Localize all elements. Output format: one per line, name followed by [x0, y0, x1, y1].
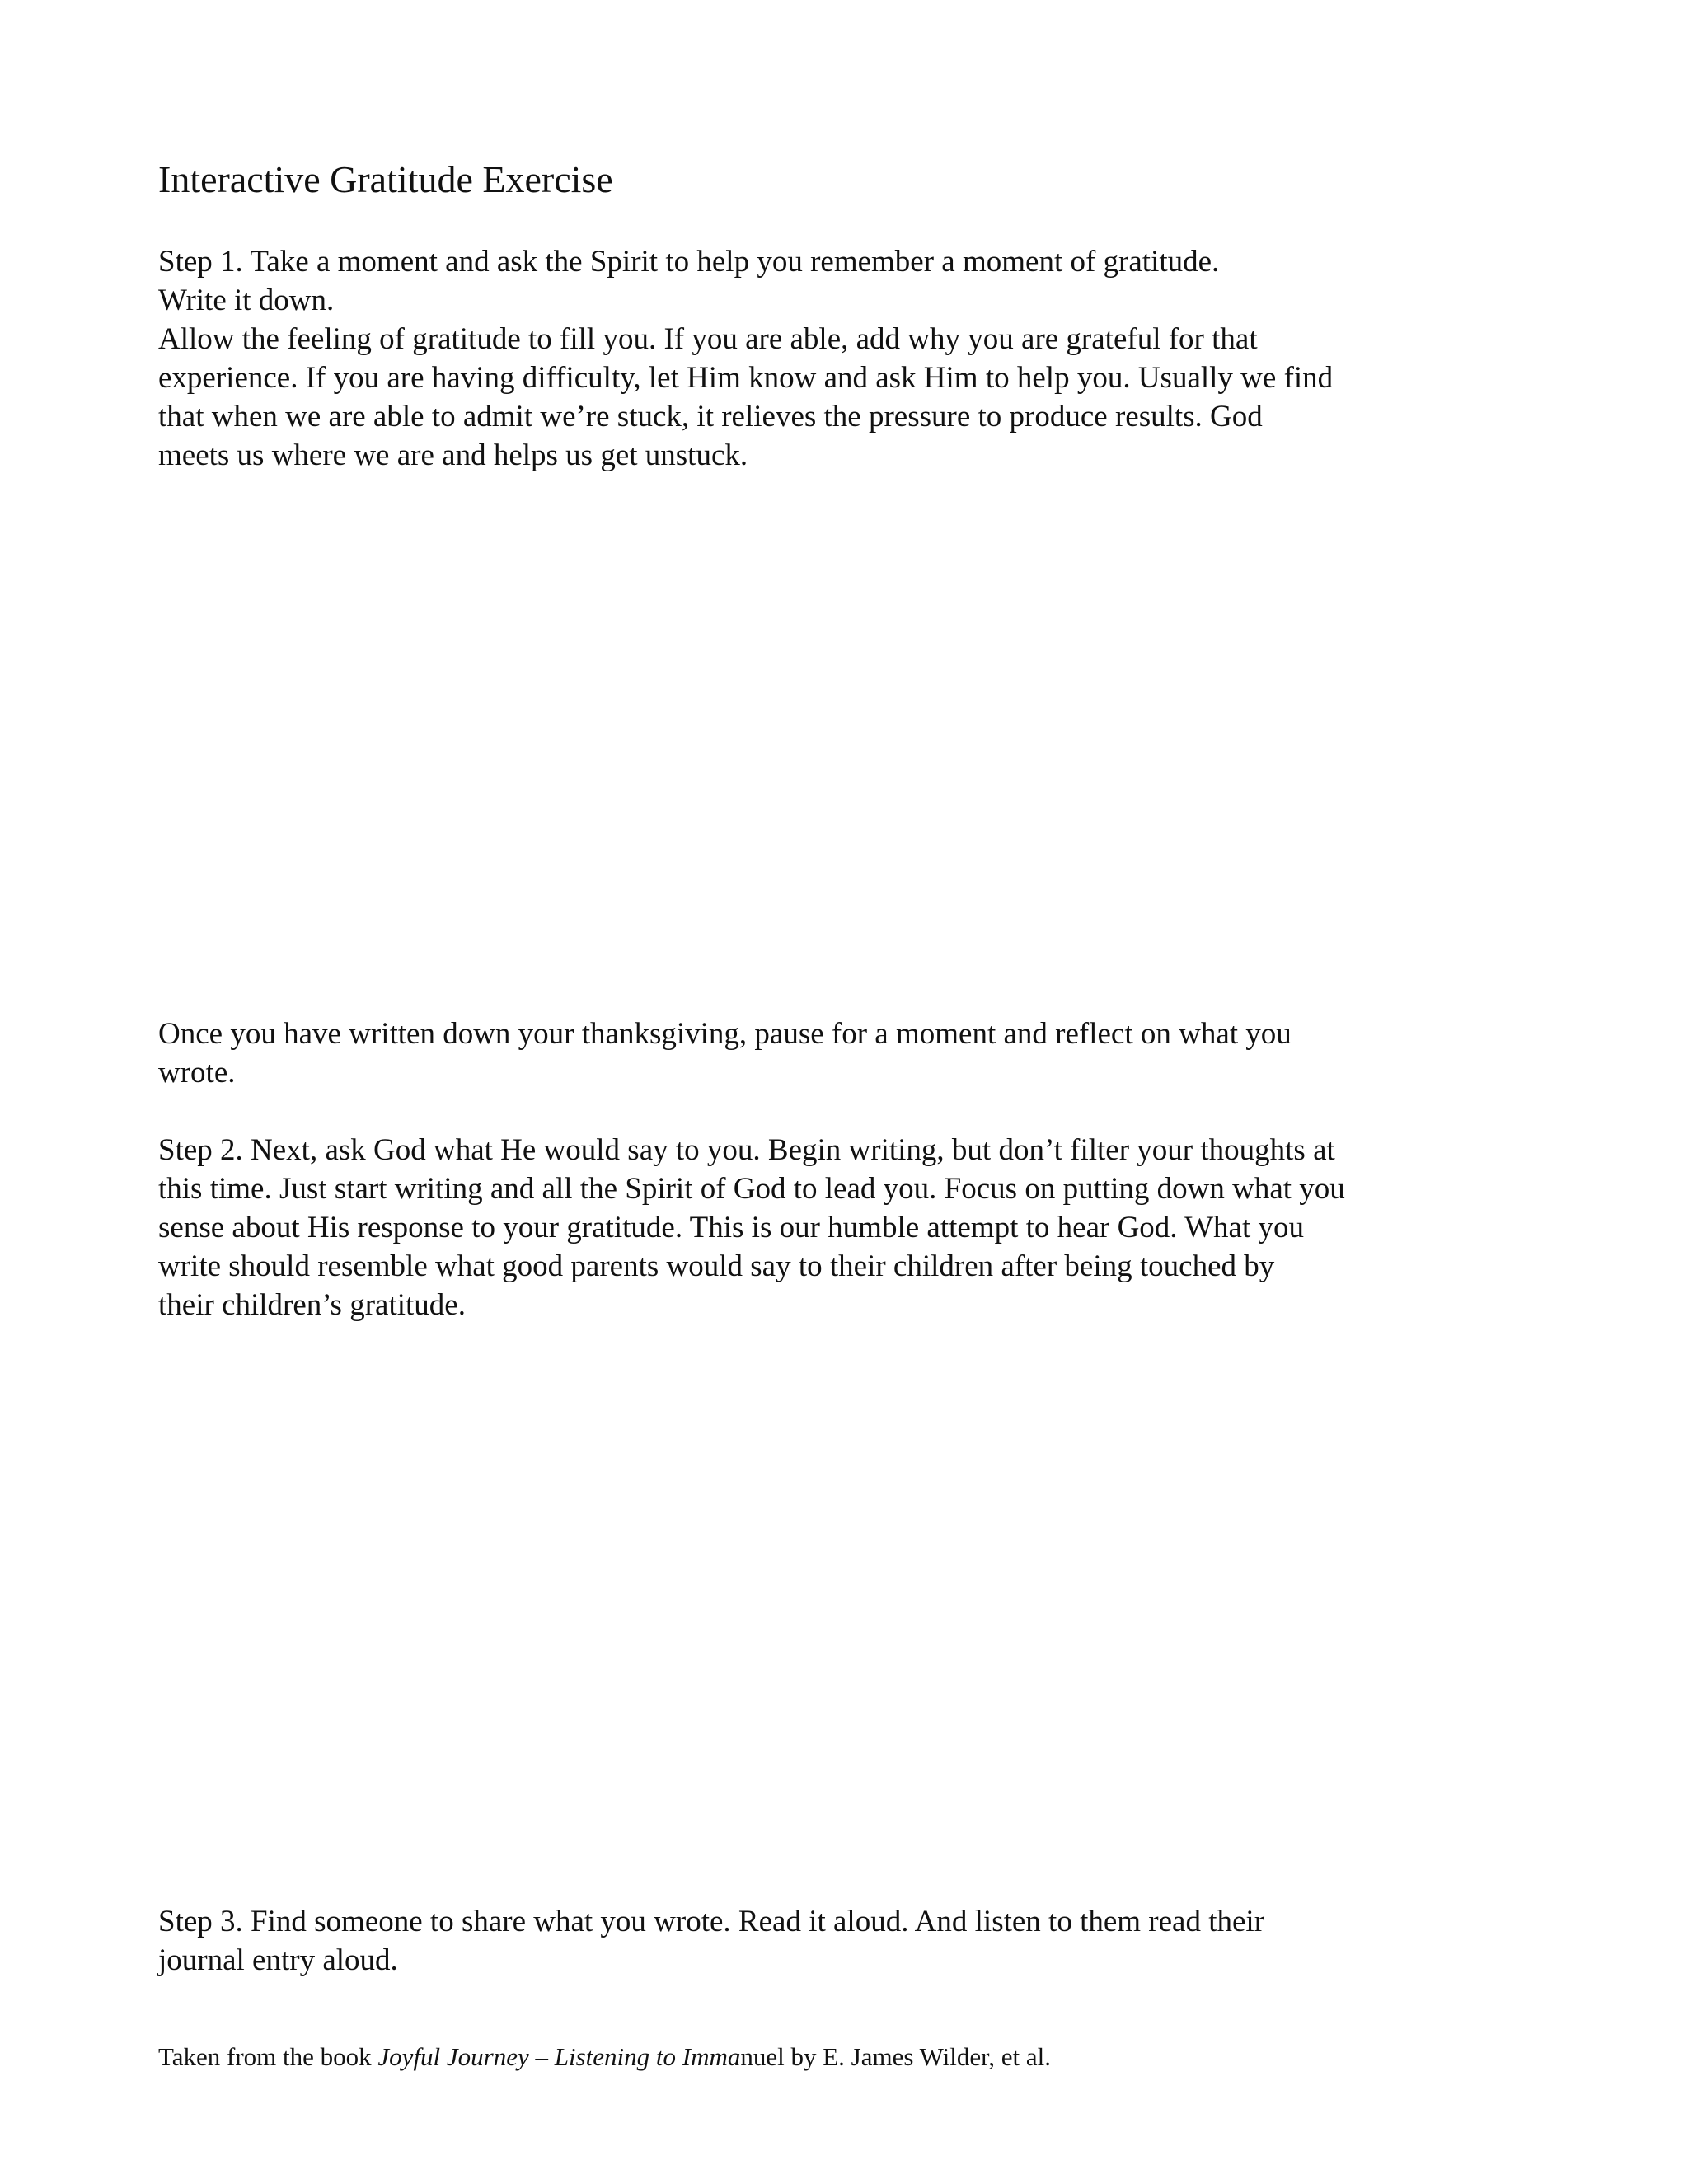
credit-book-title: Joyful Journey – Listening to Imma	[377, 2042, 741, 2071]
page-title: Interactive Gratitude Exercise	[158, 158, 613, 200]
step-2-line: sense about His response to your gratitude. This is our humble attempt to hear God. What you	[158, 1211, 1304, 1244]
step-1-line: Write it down.	[158, 284, 335, 317]
step-3-line: journal entry aloud.	[158, 1943, 398, 1977]
step-3-paragraph	[158, 1902, 1559, 1980]
step-2-line: Step 2. Next, ask God what He would say to you. Begin writing, but don’t filter your thoughts at	[158, 1133, 1335, 1167]
step-1-line: meets us where we are and helps us get unstuck.	[158, 438, 748, 472]
source-credit	[158, 2041, 1559, 2074]
step-3-line: Step 3. Find someone to share what you wrote. Read it aloud. And listen to them read their	[158, 1905, 1265, 1938]
step-2-line: their children’s gratitude.	[158, 1288, 466, 1322]
reflect-paragraph	[158, 1015, 1559, 1092]
step-1-line: experience. If you are having difficulty, let Him know and ask Him to help you. Usually we find	[158, 361, 1334, 395]
step-1-paragraph	[158, 242, 1559, 475]
credit-book-title-tail: nuel	[740, 2042, 785, 2071]
step-1-line: Allow the feeling of gratitude to fill you. If you are able, add why you are grateful for that	[158, 322, 1258, 356]
credit-prefix: Taken from the book	[158, 2042, 378, 2071]
step-2-line: write should resemble what good parents would say to their children after being touched by	[158, 1249, 1275, 1283]
reflect-line: Once you have written down your thanksgiving, pause for a moment and reflect on what you	[158, 1017, 1292, 1051]
step-1-line: Step 1. Take a moment and ask the Spirit to help you remember a moment of gratitude.	[158, 245, 1220, 279]
reflect-line: wrote.	[158, 1056, 236, 1090]
step-2-line: this time. Just start writing and all the Spirit of God to lead you. Focus on putting down what you	[158, 1172, 1345, 1206]
credit-suffix: by E. James Wilder, et al.	[784, 2042, 1051, 2071]
step-2-paragraph	[158, 1131, 1559, 1324]
step-1-line: that when we are able to admit we’re stuck, it relieves the pressure to produce results. God	[158, 400, 1263, 434]
